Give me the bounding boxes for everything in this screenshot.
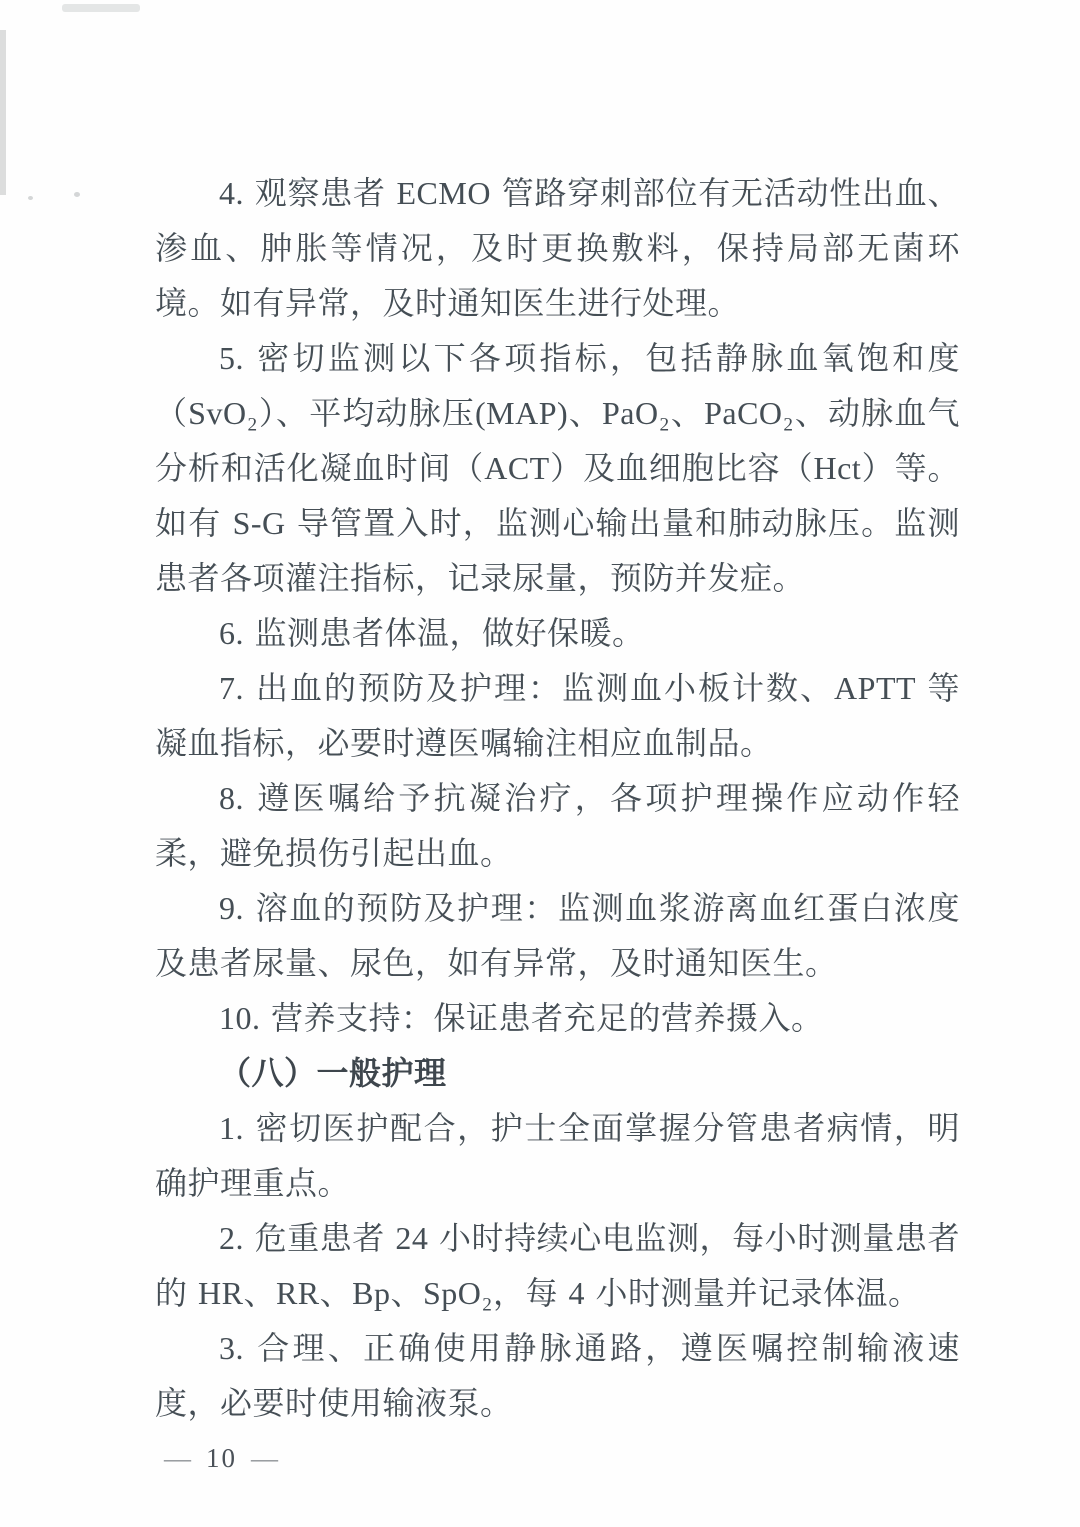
scan-artifact-left-edge <box>0 30 6 195</box>
body-paragraph: 6. 监测患者体温，做好保暖。 <box>219 615 645 651</box>
body-paragraph: 10. 营养支持：保证患者充足的营养摄入。 <box>219 1000 824 1036</box>
footer-left-dash: — <box>164 1443 192 1473</box>
body-paragraph: 2. 危重患者 24 小时持续心电监测，每小时测量患者的 HR、RR、Bp、SpO₂，每 4 小时测量并记录体温。 <box>155 1220 960 1311</box>
page-number: 10 <box>206 1443 237 1473</box>
body-paragraph: 3. 合理、正确使用静脉通路，遵医嘱控制输液速度，必要时使用输液泵。 <box>155 1330 960 1421</box>
body-paragraph: 1. 密切医护配合，护士全面掌握分管患者病情，明确护理重点。 <box>155 1110 960 1201</box>
body-paragraph: 9. 溶血的预防及护理：监测血浆游离血红蛋白浓度及患者尿量、尿色，如有异常，及时通知医生。 <box>155 890 960 981</box>
scan-artifact-top <box>62 4 140 12</box>
body-paragraph: 8. 遵医嘱给予抗凝治疗，各项护理操作应动作轻柔，避免损伤引起出血。 <box>155 780 960 871</box>
body-paragraph: 7. 出血的预防及护理：监测血小板计数、APTT 等凝血指标，必要时遵医嘱输注相应血制品。 <box>155 670 960 761</box>
scan-speck <box>28 196 33 200</box>
body-paragraph: 4. 观察患者 ECMO 管路穿刺部位有无活动性出血、渗血、肿胀等情况，及时更换敷料，保持局部无菌环境。如有异常，及时通知医生进行处理。 <box>155 175 960 321</box>
section-heading: （八）一般护理 <box>219 1055 447 1091</box>
document-body <box>155 166 960 1431</box>
body-paragraph: 5. 密切监测以下各项指标，包括静脉血氧饱和度（SvO₂）、平均动脉压(MAP)、PaO₂、PaCO₂、动脉血气分析和活化凝血时间（ACT）及血细胞比容（Hct）等。如有 S-G 导管置入时，监测心输出量和肺动脉压。监测患者各项灌注指标，记录尿量，预防并发症。 <box>155 340 960 596</box>
footer-right-dash: — <box>251 1443 279 1473</box>
scan-speck <box>74 192 80 197</box>
page-footer <box>150 1438 293 1478</box>
